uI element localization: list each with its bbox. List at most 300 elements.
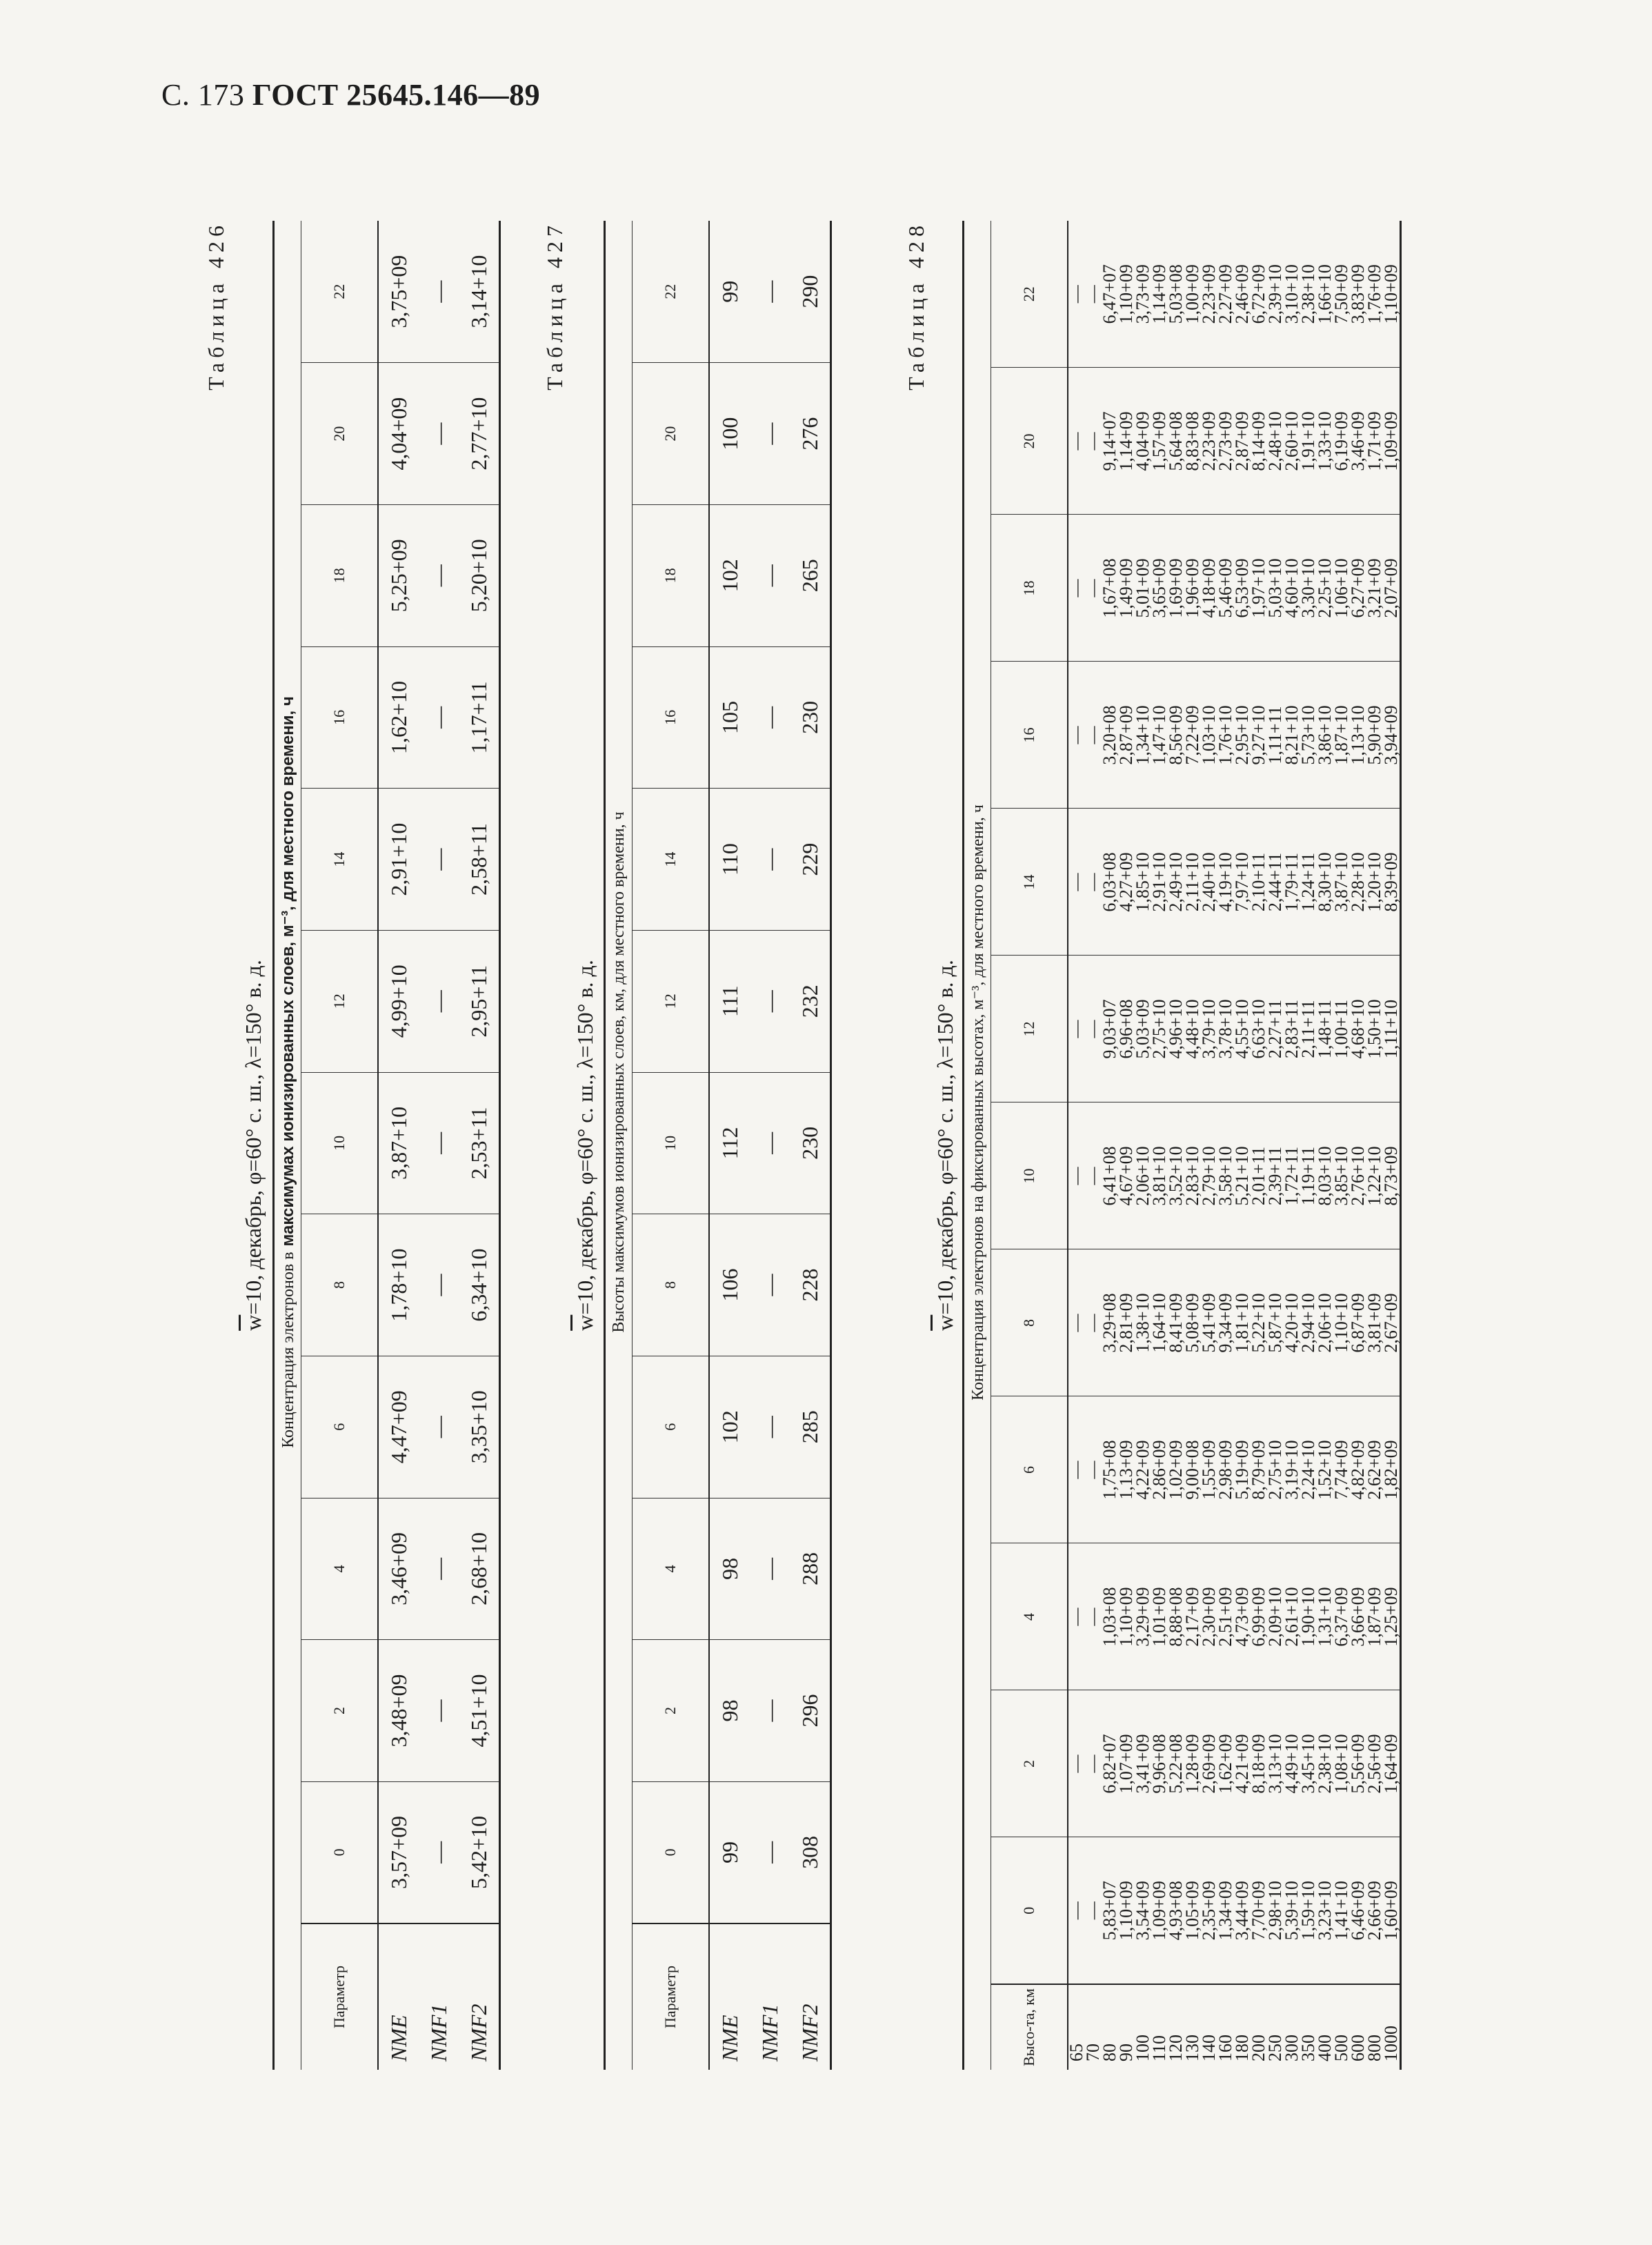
hour-header: 0 <box>633 1781 710 1923</box>
caption-spacer <box>274 1923 301 2070</box>
value-cell: 288 <box>790 1498 831 1640</box>
value-cell: — <box>1068 221 1085 368</box>
value-cell: 5,87+10 <box>1267 1249 1284 1396</box>
value-cell: 2,69+09 <box>1201 1690 1217 1837</box>
value-cell: 2,91+10 <box>1151 809 1168 956</box>
param-cell: NMF1 <box>419 1923 459 2070</box>
param-cell: NMF2 <box>459 1923 500 2070</box>
value-cell: 5,41+09 <box>1201 1249 1217 1396</box>
value-cell: 5,20+10 <box>459 504 500 646</box>
value-cell: 1,55+09 <box>1201 1396 1217 1543</box>
value-cell: 7,22+09 <box>1184 662 1201 809</box>
value-cell: 8,39+09 <box>1383 809 1401 956</box>
value-cell: 2,35+09 <box>1201 1837 1217 1984</box>
value-cell: — <box>750 789 790 931</box>
value-cell: — <box>750 1356 790 1498</box>
value-cell: 2,68+10 <box>459 1498 500 1640</box>
param-cell: NMF2 <box>790 1923 831 2070</box>
value-cell: 5,90+09 <box>1366 662 1383 809</box>
value-cell: — <box>1068 1690 1085 1837</box>
value-cell: 1,13+09 <box>1118 1396 1135 1543</box>
height-cell: 800 <box>1366 1984 1383 2070</box>
value-cell: 2,40+10 <box>1201 809 1217 956</box>
value-cell: 3,30+10 <box>1300 515 1317 662</box>
value-cell: 2,39+11 <box>1267 1102 1284 1249</box>
value-cell: 3,83+09 <box>1350 221 1366 368</box>
value-cell: 2,23+09 <box>1201 221 1217 368</box>
value-cell: 3,57+09 <box>378 1781 419 1923</box>
value-cell: 7,50+09 <box>1333 221 1350 368</box>
value-cell: 110 <box>709 789 750 931</box>
value-cell: — <box>1085 515 1102 662</box>
value-cell: 1,67+08 <box>1102 515 1118 662</box>
value-cell: 2,91+10 <box>378 789 419 931</box>
value-cell: 1,11+10 <box>1383 956 1401 1102</box>
height-cell: 110 <box>1151 1984 1168 2070</box>
param-header: Параметр <box>301 1923 379 2070</box>
header-row <box>301 221 379 2070</box>
value-cell: 3,14+10 <box>459 221 500 363</box>
height-cell: 120 <box>1168 1984 1184 2070</box>
value-cell: 4,04+09 <box>1135 368 1151 515</box>
value-cell: 6,03+08 <box>1102 809 1118 956</box>
value-cell: 3,73+09 <box>1135 221 1151 368</box>
value-cell: 3,54+09 <box>1135 1837 1151 1984</box>
value-cell: 2,11+11 <box>1300 956 1317 1102</box>
caption-row <box>605 221 633 2070</box>
value-cell: 1,03+10 <box>1201 662 1217 809</box>
value-cell: 1,08+10 <box>1333 1690 1350 1837</box>
value-cell: 232 <box>790 930 831 1072</box>
value-cell: 1,05+09 <box>1184 1837 1201 1984</box>
value-cell: 290 <box>790 221 831 363</box>
value-cell: 1,10+09 <box>1118 221 1135 368</box>
value-cell: 5,03+09 <box>1135 956 1151 1102</box>
table-row <box>419 221 459 2070</box>
value-cell: 5,03+08 <box>1168 221 1184 368</box>
value-cell: 2,95+10 <box>1234 662 1251 809</box>
value-cell: 1,41+10 <box>1333 1837 1350 1984</box>
value-cell: 1,22+10 <box>1366 1102 1383 1249</box>
value-cell: 1,09+09 <box>1151 1837 1168 1984</box>
value-cell: 99 <box>709 1781 750 1923</box>
value-cell: 1,87+09 <box>1366 1543 1383 1690</box>
value-cell: 2,11+10 <box>1184 809 1201 956</box>
value-cell: 1,10+09 <box>1118 1543 1135 1690</box>
value-cell: 8,03+10 <box>1317 1102 1333 1249</box>
value-cell: 1,10+09 <box>1118 1837 1135 1984</box>
value-cell: 5,42+10 <box>459 1781 500 1923</box>
value-cell: — <box>1085 1690 1102 1837</box>
value-cell: 3,45+10 <box>1300 1690 1317 1837</box>
value-cell: — <box>1085 1396 1102 1543</box>
value-cell: 2,75+10 <box>1151 956 1168 1102</box>
value-cell: 8,56+09 <box>1168 662 1184 809</box>
value-cell: 2,62+09 <box>1366 1396 1383 1543</box>
height-cell: 65 <box>1068 1984 1085 2070</box>
value-cell: 105 <box>709 646 750 789</box>
value-cell: 1,19+11 <box>1300 1102 1317 1249</box>
value-cell: 2,87+09 <box>1118 662 1135 809</box>
table-427-label: Таблица 427 <box>542 221 567 390</box>
hour-header: 2 <box>633 1640 710 1782</box>
page-header <box>161 77 540 112</box>
table-row <box>709 221 750 2070</box>
value-cell: 2,49+10 <box>1168 809 1184 956</box>
value-cell: 1,76+10 <box>1217 662 1234 809</box>
value-cell: 3,79+10 <box>1201 956 1217 1102</box>
value-cell: 2,58+11 <box>459 789 500 931</box>
value-cell: 2,06+10 <box>1135 1102 1151 1249</box>
value-cell: 4,73+09 <box>1234 1543 1251 1690</box>
value-cell: 8,18+09 <box>1251 1690 1267 1837</box>
value-cell: 1,87+10 <box>1333 662 1350 809</box>
value-cell: 1,81+10 <box>1234 1249 1251 1396</box>
value-cell: 1,07+09 <box>1118 1690 1135 1837</box>
value-cell: 1,69+09 <box>1168 515 1184 662</box>
height-cell: 200 <box>1251 1984 1267 2070</box>
value-cell: 1,66+10 <box>1317 221 1333 368</box>
value-cell: 2,25+10 <box>1317 515 1333 662</box>
value-cell: 2,48+10 <box>1267 368 1284 515</box>
value-cell: 2,83+11 <box>1284 956 1300 1102</box>
value-cell: — <box>750 930 790 1072</box>
height-cell: 1000 <box>1383 1984 1401 2070</box>
value-cell: — <box>1068 515 1085 662</box>
value-cell: 1,13+10 <box>1350 662 1366 809</box>
hour-header: 6 <box>301 1356 379 1498</box>
value-cell: 2,30+09 <box>1201 1543 1217 1690</box>
value-cell: 265 <box>790 504 831 646</box>
caption-row <box>274 221 301 2070</box>
value-cell: 2,39+10 <box>1267 221 1284 368</box>
height-header: Высо-та, км <box>991 1984 1068 2070</box>
value-cell: 1,52+10 <box>1317 1396 1333 1543</box>
value-cell: 2,09+10 <box>1267 1543 1284 1690</box>
height-cell: 100 <box>1135 1984 1151 2070</box>
value-cell: 2,44+11 <box>1267 809 1284 956</box>
value-cell: 5,21+10 <box>1234 1102 1251 1249</box>
value-cell: 285 <box>790 1356 831 1498</box>
height-cell: 300 <box>1284 1984 1300 2070</box>
value-cell: 1,62+10 <box>378 646 419 789</box>
value-cell: 4,20+10 <box>1284 1249 1300 1396</box>
value-cell: — <box>419 789 459 931</box>
value-cell: — <box>750 1640 790 1782</box>
value-cell: — <box>419 1214 459 1356</box>
height-cell: 70 <box>1085 1984 1102 2070</box>
value-cell: 1,33+10 <box>1317 368 1333 515</box>
value-cell: — <box>419 1498 459 1640</box>
value-cell: 1,50+10 <box>1366 956 1383 1102</box>
value-cell: — <box>1085 368 1102 515</box>
value-cell: — <box>750 1498 790 1640</box>
value-cell: 1,28+09 <box>1184 1690 1201 1837</box>
value-cell: 1,34+10 <box>1135 662 1151 809</box>
value-cell: 2,95+11 <box>459 930 500 1072</box>
value-cell: — <box>1068 1102 1085 1249</box>
value-cell: 5,19+09 <box>1234 1396 1251 1543</box>
hour-header: 18 <box>991 515 1068 662</box>
value-cell: 5,03+10 <box>1267 515 1284 662</box>
value-cell: 1,60+09 <box>1383 1837 1401 1984</box>
value-cell: 2,10+11 <box>1251 809 1267 956</box>
value-cell: — <box>750 504 790 646</box>
value-cell: 2,27+09 <box>1217 221 1234 368</box>
caption-plain: Концентрация электронов в <box>279 1252 297 1448</box>
value-cell: 8,41+09 <box>1168 1249 1184 1396</box>
height-cell: 180 <box>1234 1984 1251 2070</box>
value-cell: — <box>1085 1102 1102 1249</box>
value-cell: 1,75+08 <box>1102 1396 1118 1543</box>
value-cell: 4,60+10 <box>1284 515 1300 662</box>
value-cell: 1,96+09 <box>1184 515 1201 662</box>
value-cell: 3,75+09 <box>378 221 419 363</box>
value-cell: 4,18+09 <box>1201 515 1217 662</box>
value-cell: 4,48+10 <box>1184 956 1201 1102</box>
value-cell: 1,49+09 <box>1118 515 1135 662</box>
hour-header: 6 <box>633 1356 710 1498</box>
height-cell: 140 <box>1201 1984 1217 2070</box>
value-cell: 1,24+11 <box>1300 809 1317 956</box>
height-cell: 80 <box>1102 1984 1118 2070</box>
hour-header: 22 <box>633 221 710 363</box>
value-cell: 4,22+09 <box>1135 1396 1151 1543</box>
header-row <box>991 221 1068 2070</box>
value-cell: 3,66+09 <box>1350 1543 1366 1690</box>
value-cell: 5,22+10 <box>1251 1249 1267 1396</box>
value-cell: 2,83+10 <box>1184 1102 1201 1249</box>
value-cell: 6,37+09 <box>1333 1543 1350 1690</box>
value-cell: 4,51+10 <box>459 1640 500 1782</box>
value-cell: 2,76+10 <box>1350 1102 1366 1249</box>
hour-header: 6 <box>991 1396 1068 1543</box>
hour-header: 12 <box>301 930 379 1072</box>
value-cell: 276 <box>790 363 831 505</box>
value-cell: 3,10+10 <box>1284 221 1300 368</box>
value-cell: 9,34+09 <box>1217 1249 1234 1396</box>
hour-header: 20 <box>301 363 379 505</box>
value-cell: 9,14+07 <box>1102 368 1118 515</box>
value-cell: 6,82+07 <box>1102 1690 1118 1837</box>
hour-header: 2 <box>991 1690 1068 1837</box>
value-cell: 98 <box>709 1640 750 1782</box>
value-cell: 4,19+10 <box>1217 809 1234 956</box>
value-cell: 1,09+09 <box>1383 368 1401 515</box>
value-cell: 4,04+09 <box>378 363 419 505</box>
value-cell: 2,79+10 <box>1201 1102 1217 1249</box>
table-427 <box>604 221 832 2070</box>
value-cell: 6,46+09 <box>1350 1837 1366 1984</box>
value-cell: 5,08+09 <box>1184 1249 1201 1396</box>
value-cell: 99 <box>709 221 750 363</box>
value-cell: 1,06+10 <box>1333 515 1350 662</box>
value-cell: 4,55+10 <box>1234 956 1251 1102</box>
value-cell: 1,00+11 <box>1333 956 1350 1102</box>
value-cell: 112 <box>709 1072 750 1214</box>
value-cell: 2,77+10 <box>459 363 500 505</box>
value-cell: — <box>1085 1837 1102 1984</box>
value-cell: 1,72+11 <box>1284 1102 1300 1249</box>
value-cell: 9,96+08 <box>1151 1690 1168 1837</box>
value-cell: 4,27+09 <box>1118 809 1135 956</box>
hour-header: 16 <box>301 646 379 789</box>
value-cell: 3,65+09 <box>1151 515 1168 662</box>
table-row <box>459 221 500 2070</box>
value-cell: 2,81+09 <box>1118 1249 1135 1396</box>
hour-header: 14 <box>633 789 710 931</box>
value-cell: 6,72+09 <box>1251 221 1267 368</box>
value-cell: 8,73+09 <box>1383 1102 1401 1249</box>
table-426-label: Таблица 426 <box>203 221 228 390</box>
value-cell: 4,96+10 <box>1168 956 1184 1102</box>
hour-header: 4 <box>633 1498 710 1640</box>
height-cell: 90 <box>1118 1984 1135 2070</box>
value-cell: — <box>1068 1837 1085 1984</box>
value-cell: 1,82+09 <box>1383 1396 1401 1543</box>
hour-header: 8 <box>633 1214 710 1356</box>
value-cell: 1,48+11 <box>1317 956 1333 1102</box>
height-cell: 600 <box>1350 1984 1366 2070</box>
header-row <box>633 221 710 2070</box>
value-cell: 4,21+09 <box>1234 1690 1251 1837</box>
value-cell: 3,35+10 <box>459 1356 500 1498</box>
value-cell: 2,61+10 <box>1284 1543 1300 1690</box>
value-cell: 8,79+09 <box>1251 1396 1267 1543</box>
value-cell: 3,94+09 <box>1383 662 1401 809</box>
value-cell: — <box>750 1072 790 1214</box>
hour-header: 14 <box>301 789 379 931</box>
value-cell: — <box>419 646 459 789</box>
value-cell: 5,73+10 <box>1300 662 1317 809</box>
value-cell: 102 <box>709 1356 750 1498</box>
value-cell: 308 <box>790 1781 831 1923</box>
value-cell: 1,03+08 <box>1102 1543 1118 1690</box>
value-cell: 4,49+10 <box>1284 1690 1300 1837</box>
hour-header: 16 <box>633 646 710 789</box>
value-cell: 4,93+08 <box>1168 1837 1184 1984</box>
table-row <box>750 221 790 2070</box>
value-cell: 5,56+09 <box>1350 1690 1366 1837</box>
value-cell: — <box>419 1356 459 1498</box>
value-cell: 3,58+10 <box>1217 1102 1234 1249</box>
value-cell: 3,87+10 <box>378 1072 419 1214</box>
value-cell: — <box>1068 956 1085 1102</box>
value-cell: 2,38+10 <box>1317 1690 1333 1837</box>
hour-header: 18 <box>301 504 379 646</box>
value-cell: 3,23+10 <box>1317 1837 1333 1984</box>
value-cell: 7,74+09 <box>1333 1396 1350 1543</box>
value-cell: 6,63+10 <box>1251 956 1267 1102</box>
value-cell: 4,47+09 <box>378 1356 419 1498</box>
standard-code: ГОСТ 25645.146—89 <box>252 78 541 112</box>
value-cell: 1,10+09 <box>1383 221 1401 368</box>
value-cell: 2,06+10 <box>1317 1249 1333 1396</box>
caption-bold: максимумах ионизированных слоев, м⁻³, для местного времени, ч <box>278 696 297 1247</box>
value-cell: 230 <box>790 646 831 789</box>
table-caption <box>274 221 301 1923</box>
hour-header: 8 <box>991 1249 1068 1396</box>
value-cell: — <box>750 221 790 363</box>
hour-header: 10 <box>991 1102 1068 1249</box>
hour-header: 0 <box>301 1781 379 1923</box>
hour-header: 20 <box>991 368 1068 515</box>
value-cell: 3,46+09 <box>378 1498 419 1640</box>
caption-row <box>964 221 991 2070</box>
value-cell: 1,38+10 <box>1135 1249 1151 1396</box>
value-cell: 3,87+10 <box>1333 809 1350 956</box>
value-cell: 3,52+10 <box>1168 1102 1184 1249</box>
value-cell: 228 <box>790 1214 831 1356</box>
value-cell: 2,60+10 <box>1284 368 1300 515</box>
hour-header: 8 <box>301 1214 379 1356</box>
table-row <box>1383 221 1401 2070</box>
value-cell: 8,83+08 <box>1184 368 1201 515</box>
caption-spacer <box>964 1984 991 2070</box>
table-row <box>1068 221 1085 2070</box>
value-cell: 5,01+09 <box>1135 515 1151 662</box>
value-cell: 1,79+11 <box>1284 809 1300 956</box>
value-cell: 1,20+10 <box>1366 809 1383 956</box>
value-cell: — <box>750 363 790 505</box>
hour-header: 22 <box>301 221 379 363</box>
value-cell: 296 <box>790 1640 831 1782</box>
value-cell: 2,17+09 <box>1184 1543 1201 1690</box>
value-cell: — <box>1068 368 1085 515</box>
value-cell: 3,29+09 <box>1135 1543 1151 1690</box>
value-cell: 5,39+10 <box>1284 1837 1300 1984</box>
value-cell: 2,73+09 <box>1217 368 1234 515</box>
value-cell: 6,47+07 <box>1102 221 1118 368</box>
value-cell: 9,03+07 <box>1102 956 1118 1102</box>
value-cell: 3,86+10 <box>1317 662 1333 809</box>
value-cell: 230 <box>790 1072 831 1214</box>
hour-header: 18 <box>633 504 710 646</box>
value-cell: 7,97+10 <box>1234 809 1251 956</box>
value-cell: 3,29+08 <box>1102 1249 1118 1396</box>
value-cell: 1,17+11 <box>459 646 500 789</box>
hour-header: 10 <box>633 1072 710 1214</box>
table-428-title: $\overline{w}=10$, декабрь, φ=60° с. ш., λ=150° в. д. <box>933 960 957 1331</box>
value-cell: — <box>1085 662 1102 809</box>
hour-header: 12 <box>991 956 1068 1102</box>
value-cell: 6,19+09 <box>1333 368 1350 515</box>
value-cell: 2,27+11 <box>1267 956 1284 1102</box>
table-caption: Концентрация электронов на фиксированных высотах, м⁻³, для местного времени, ч <box>964 221 991 1984</box>
value-cell: — <box>419 363 459 505</box>
value-cell: 2,75+10 <box>1267 1396 1284 1543</box>
value-cell: 6,53+09 <box>1234 515 1251 662</box>
value-cell: 2,01+11 <box>1251 1102 1267 1249</box>
value-cell: 111 <box>709 930 750 1072</box>
hour-header: 22 <box>991 221 1068 368</box>
value-cell: 8,30+10 <box>1317 809 1333 956</box>
value-cell: 5,83+07 <box>1102 1837 1118 1984</box>
value-cell: 3,41+09 <box>1135 1690 1151 1837</box>
hour-header: 16 <box>991 662 1068 809</box>
value-cell: — <box>1085 1249 1102 1396</box>
param-cell: NME <box>709 1923 750 2070</box>
value-cell: 2,46+09 <box>1234 221 1251 368</box>
value-cell: 4,82+09 <box>1350 1396 1366 1543</box>
hour-header: 0 <box>991 1837 1068 1984</box>
value-cell: 3,44+09 <box>1234 1837 1251 1984</box>
value-cell: 6,27+09 <box>1350 515 1366 662</box>
value-cell: 3,13+10 <box>1267 1690 1284 1837</box>
value-cell: 102 <box>709 504 750 646</box>
value-cell: 1,59+10 <box>1300 1837 1317 1984</box>
value-cell: 1,64+09 <box>1383 1690 1401 1837</box>
